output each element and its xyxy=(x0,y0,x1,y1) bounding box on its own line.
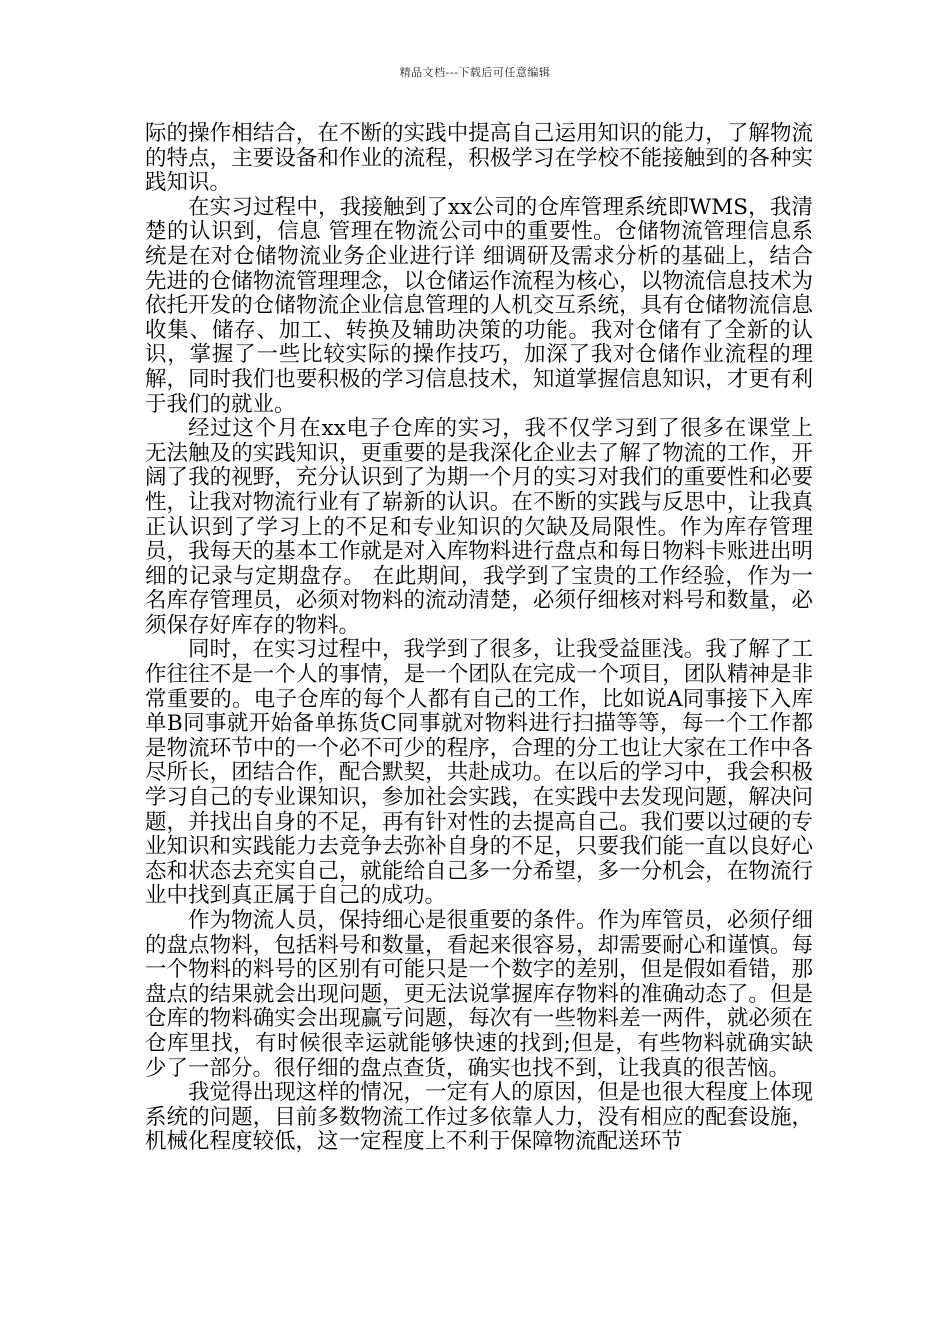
paragraph: 际的操作相结合，在不断的实践中提高自己运用知识的能力，了解物流的特点，主要设备和作业的流程，积极学习在学校不能接触到的各种实践知识。 xyxy=(145,121,813,196)
document-body xyxy=(145,122,813,1155)
paragraph: 我觉得出现这样的情况，一定有人的原因，但是也很大程度上体现系统的问题，目前多数物流工作过多依靠人力，没有相应的配套设施，机械化程度较低，这一定程度上不利于保障物流配送环节 xyxy=(145,1080,813,1155)
paragraph: 在实习过程中，我接触到了xx公司的仓库管理系统即WMS，我清楚的认识到，信息 管理在物流公司中的重要性。仓储物流管理信息系统是在对仓储物流业务企业进行详 细调研及需求分析的基础上，结合先进的仓储物流管理理念，以仓储运作流程为核心，以物流信息技术为依托开发的仓储物流企业信息管理的人机交互系统，具有仓储物流信息收集、储存、加工、转换及辅助决策的功能。我对仓储有了全新的认识，掌握了一些比较实际的操作技巧，加深了我对仓储作业流程的理解，同时我们也要积极的学习信息技术，知道掌握信息知识，才更有利于我们的就业。 xyxy=(145,194,813,417)
page-header-note: 精品文档---下载后可任意编辑 xyxy=(399,66,551,79)
paragraph: 作为物流人员，保持细心是很重要的条件。作为库管员，必须仔细的盘点物料，包括料号和数量，看起来很容易，却需要耐心和谨慎。每一个物料的料号的区别有可能只是一个数字的差别，但是假如看错，那盘点的结果就会出现问题，更无法说掌握库存物料的准确动态了。但是仓库的物料确实会出现赢亏问题，每次有一些物料差一两件，就必须在仓库里找，有时候很幸运就能够快速的找到;但是，有些物料就确实缺少了一部分。很仔细的盘点查货，确实也找不到，让我真的很苦恼。 xyxy=(145,908,813,1081)
paragraph: 同时，在实习过程中，我学到了很多，让我受益匪浅。我了解了工作往往不是一个人的事情，是一个团队在完成一个项目，团队精神是非常重要的。电子仓库的每个人都有自己的工作，比如说A同事接下入库单B同事就开始备单拣货C同事就对物料进行扫描等等，每一个工作都是物流环节中的一个必不可少的程序，合理的分工也让大家在工作中各尽所长，团结合作，配合默契，共赴成功。在以后的学习中，我会积极学习自己的专业课知识，参加社会实践，在实践中去发现问题，解决问题，并找出自身的不足，再有针对性的去提高自己。我们要以过硬的专业知识和实践能力去竞争去弥补自身的不足，只要我们能一直以良好心态和状态去充实自己，就能给自己多一分希望，多一分机会，在物流行业中找到真正属于自己的成功。 xyxy=(145,637,813,909)
paragraph: 经过这个月在xx电子仓库的实习，我不仅学习到了很多在课堂上无法触及的实践知识，更重要的是我深化企业去了解了物流的工作，开阔了我的视野，充分认识到了为期一个月的实习对我们的重要性和必要性，让我对物流行业有了崭新的认识。在不断的实践与反思中，让我真正认识到了学习上的不足和专业知识的欠缺及局限性。作为库存管理员，我每天的基本工作就是对入库物料进行盘点和每日物料卡账进出明细的记录与定期盘存。 在此期间，我学到了宝贵的工作经验，作为一名库存管理员，必须对物料的流动清楚，必须仔细核对料号和数量，必须保存好库存的物料。 xyxy=(145,416,813,638)
